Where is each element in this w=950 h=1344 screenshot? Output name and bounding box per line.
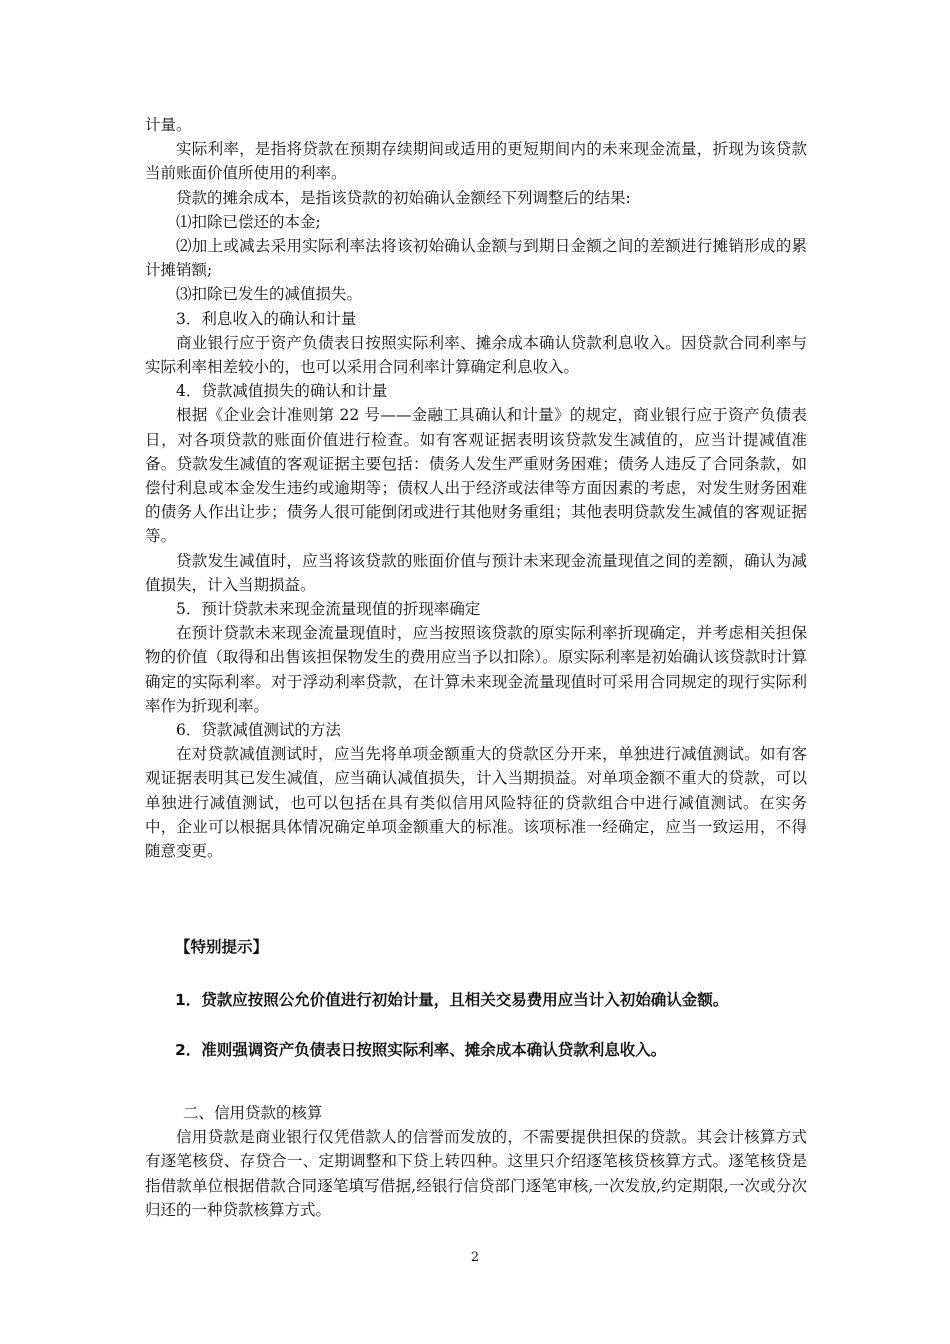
list-item: ⑵加上或减去采用实际利率法将该初始确认金额与到期日金额之间的差额进行摊销形成的累计摊销额; <box>145 237 807 280</box>
paragraph: 计量。 <box>145 116 192 134</box>
subsection-heading: 3．利息收入的确认和计量 <box>176 309 357 328</box>
list-item: ⑴扣除已偿还的本金; <box>176 212 321 231</box>
paragraph: 商业银行应于资产负债表日按照实际利率、摊余成本确认贷款利息收入。因贷款合同利率与实际利率相差较小的，也可以采用合同利率计算确定利息收入。 <box>145 333 807 377</box>
special-note-item: 1．贷款应按照公允价值进行初始计量，且相关交易费用应当计入初始确认金额。 <box>175 991 729 1009</box>
subsection-heading: 5．预计贷款未来现金流量现值的折现率确定 <box>176 600 481 619</box>
section-heading: 二、信用贷款的核算 <box>183 1104 323 1122</box>
page-number: 2 <box>470 1250 480 1265</box>
subsection-heading: 6．贷款减值测试的方法 <box>176 721 341 740</box>
paragraph: 实际利率，是指将贷款在预期存续期间或适用的更短期间内的未来现金流量，折现为该贷款当前账面价值所使用的利率。 <box>145 140 807 183</box>
list-item: ⑶扣除已发生的减值损失。 <box>176 285 363 304</box>
paragraph: 在对贷款减值测试时，应当先将单项金额重大的贷款区分开来，单独进行减值测试。如有客观证据表明其已发生减值，应当确认减值损失，计入当期损益。对单项金额不重大的贷款，可以单独进行减值测试，也可以包括在具有类似信用风险特征的贷款组合中进行减值测试。在实务中，企业可以根据具体情况确定单项金额重大的标准。该项标准一经确定，应当一致运用，不得随意变更。 <box>145 745 807 861</box>
main-body <box>145 113 807 863</box>
subsection-heading: 4．贷款减值损失的确认和计量 <box>176 382 388 401</box>
special-note-item: 2．准则强调资产负债表日按照实际利率、摊余成本确认贷款利息收入。 <box>175 1041 667 1059</box>
paragraph: 贷款发生减值时，应当将该贷款的账面价值与预计未来现金流量现值之间的差额，确认为减值损失，计入当期损益。 <box>145 551 807 594</box>
paragraph: 信用贷款是商业银行仅凭借款人的信誉而发放的，不需要提供担保的贷款。其会计核算方式有逐笔核贷、存贷合一、定期调整和下贷上转四种。这里只介绍逐笔核贷核算方式。逐笔核贷是指借款单位根据借款合同逐笔填写借据,经银行信贷部门逐笔审核,一次发放,约定期限,一次或分次归还的一种贷款核算方式。 <box>145 1128 807 1219</box>
section-2 <box>145 1101 807 1222</box>
paragraph: 根据《企业会计准则第 22 号——金融工具确认和计量》的规定，商业银行应于资产负债表日，对各项贷款的账面价值进行检查。如有客观证据表明该贷款发生减值的，应当计提减值准备。贷款发生减值的客观证据主要包括：债务人发生严重财务困难；债务人违反了合同条款，如偿付利息或本金发生违约或逾期等；债权人出于经济或法律等方面因素的考虑，对发生财务困难的债务人作出让步；债务人很可能倒闭或进行其他财务重组；其他表明贷款发生减值的客观证据等。 <box>145 406 807 546</box>
paragraph: 贷款的摊余成本，是指该贷款的初始确认金额经下列调整后的结果: <box>176 188 631 207</box>
special-note-heading: 【特别提示】 <box>175 938 269 956</box>
paragraph: 在预计贷款未来现金流量现值时，应当按照该贷款的原实际利率折现确定，并考虑相关担保物的价值（取得和出售该担保物发生的费用应当予以扣除）。原实际利率是初始确认该贷款时计算确定的实际利率。对于浮动利率贷款，在计算未来现金流量现值时可采用合同规定的现行实际利率作为折现利率。 <box>145 624 807 715</box>
